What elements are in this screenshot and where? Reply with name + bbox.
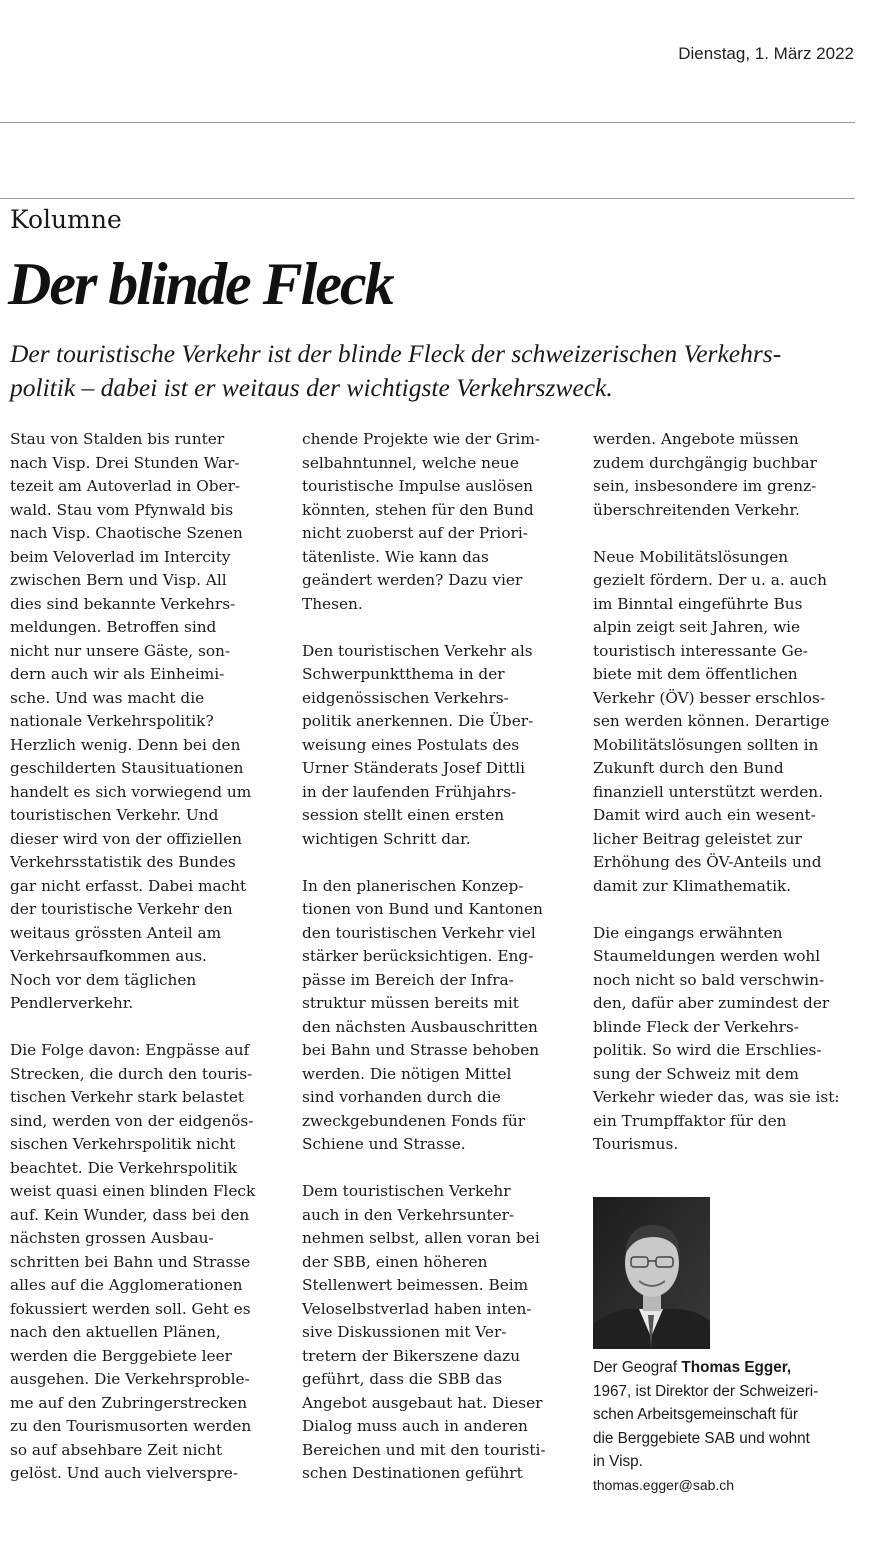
author-bio xyxy=(593,1356,861,1497)
article-lead: Der touristische Verkehr ist der blinde Fleck der schweizerischen Verkehrs- politik – dabei ist er weitaus der wichtigste Verkehrszweck. xyxy=(10,339,782,402)
article-headline: Der blinde Fleck xyxy=(8,251,393,317)
publication-date: Dienstag, 1. März 2022 xyxy=(678,44,854,63)
paragraph: In den planerischen Konzep- tionen von Bund und Kantonen den touristischen Verkehr viel stärker berücksichtigen. Eng- pässe im Bereich der Infra- struktur müssen bereits mit den nächsten Ausbauschritten bei Bahn und Strasse behoben werden. Die nötigen Mittel sind vorhanden durch die zweckgebundenen Fonds für Schiene und Strasse. xyxy=(302,876,543,1153)
paragraph: Den touristischen Verkehr als Schwerpunktthema in der eidgenössischen Verkehrs- politik anerkennen. Die Über- weisung eines Postulats des Urner Ständerats Josef Dittli in der laufenden Frühjahrs- session stellt einen ersten wichtigen Schritt dar. xyxy=(302,641,534,848)
section-kicker: Kolumne xyxy=(10,205,122,234)
author-email[interactable]: thomas.egger@sab.ch xyxy=(593,1476,735,1493)
article-column-1 xyxy=(10,428,280,1509)
author-name: Thomas Egger, xyxy=(681,1359,792,1376)
paragraph: Dem touristischen Verkehr auch in den Verkehrsunter- nehmen selbst, allen voran bei der SBB, einen höheren Stellenwert beimessen. Beim Veloselbstverlad haben inten- sive Diskussionen mit Ver- tretern der Bikerszene dazu geführt, dass die SBB das Angebot ausgebaut hat. Dieser Dialog muss auch in anderen Bereichen und mit den touristi- schen Destinationen geführt xyxy=(302,1182,546,1482)
paragraph: Die eingangs erwähnten Staumeldungen werden wohl noch nicht so bald verschwin- den, dafür aber zumindest der blinde Fleck der Verkehrs- politik. So wird die Erschlies- sung der Schweiz mit dem Verkehr wieder das, was sie ist: ein Trumpffaktor für den Tourismus. xyxy=(593,923,840,1153)
section-divider xyxy=(0,198,855,199)
paragraph: Neue Mobilitätslösungen gezielt fördern. Der u. a. auch im Binntal eingeführte Bus alpin zeigt seit Jahren, wie touristisch interessante Ge- biete mit dem öffentlichen Verkehr (ÖV) besser erschlos- sen werden können. Derartige Mobilitätslösungen sollten in Zukunft durch den Bund finanziell unterstützt werden. Damit wird auch ein wesent- licher Beitrag geleistet zur Erhöhung des ÖV-Anteils und damit zur Klimathematik. xyxy=(593,547,830,895)
portrait-illustration xyxy=(593,1197,710,1349)
paragraph: chende Projekte wie der Grim- selbahntunnel, welche neue touristische Impulse auslösen könnten, stehen für den Bund nicht zuoberst auf der Priori- tätenliste. Wie kann das geändert werden? Dazu vier Thesen. xyxy=(302,430,540,613)
article-column-3 xyxy=(593,428,863,1180)
top-divider xyxy=(0,122,855,123)
article-column-2 xyxy=(302,428,572,1509)
author-portrait xyxy=(593,1197,710,1349)
author-bio-prefix: Der Geograf xyxy=(593,1359,682,1376)
paragraph: Stau von Stalden bis runter nach Visp. Drei Stunden War- tezeit am Autoverlad in Ober- wald. Stau vom Pfynwald bis nach Visp. Chaotische Szenen beim Veloverlad im Intercity zwischen Bern und Visp. All dies sind bekannte Verkehrs- meldungen. Betroffen sind nicht nur unsere Gäste, son- dern auch wir als Einheimi- sche. Und was macht die nationale Verkehrspolitik? Herzlich wenig. Denn bei den geschilderten Stausituationen handelt es sich vorwiegend um touristischen Verkehr. Und dieser wird von der offiziellen Verkehrsstatistik des Bundes gar nicht erfasst. Dabei macht der touristische Verkehr den weitaus grössten Anteil am Verkehrsaufkommen aus. Noch vor dem täglichen Pendlerverkehr. xyxy=(10,430,252,1012)
author-bio-text: 1967, ist Direktor der Schweizeri- schen Arbeitsgemeinschaft für die Berggebiete SAB und wohnt in Visp. xyxy=(593,1382,819,1470)
paragraph: werden. Angebote müssen zudem durchgängig buchbar sein, insbesondere im grenz- überschreitenden Verkehr. xyxy=(593,430,817,519)
paragraph: Die Folge davon: Engpässe auf Strecken, die durch den touris- tischen Verkehr stark belastet sind, werden von der eidgenös- sischen Verkehrspolitik nicht beachtet. Die Verkehrspolitik weist quasi einen blinden Fleck auf. Kein Wunder, dass bei den nächsten grossen Ausbau- schritten bei Bahn und Strasse alles auf die Agglomerationen fokussiert werden soll. Geht es nach den aktuellen Plänen, werden die Berggebiete leer ausgehen. Die Verkehrsproble- me auf den Zubringerstrecken zu den Tourismusorten werden so auf absehbare Zeit nicht gelöst. Und auch vielverspre- xyxy=(10,1041,256,1482)
